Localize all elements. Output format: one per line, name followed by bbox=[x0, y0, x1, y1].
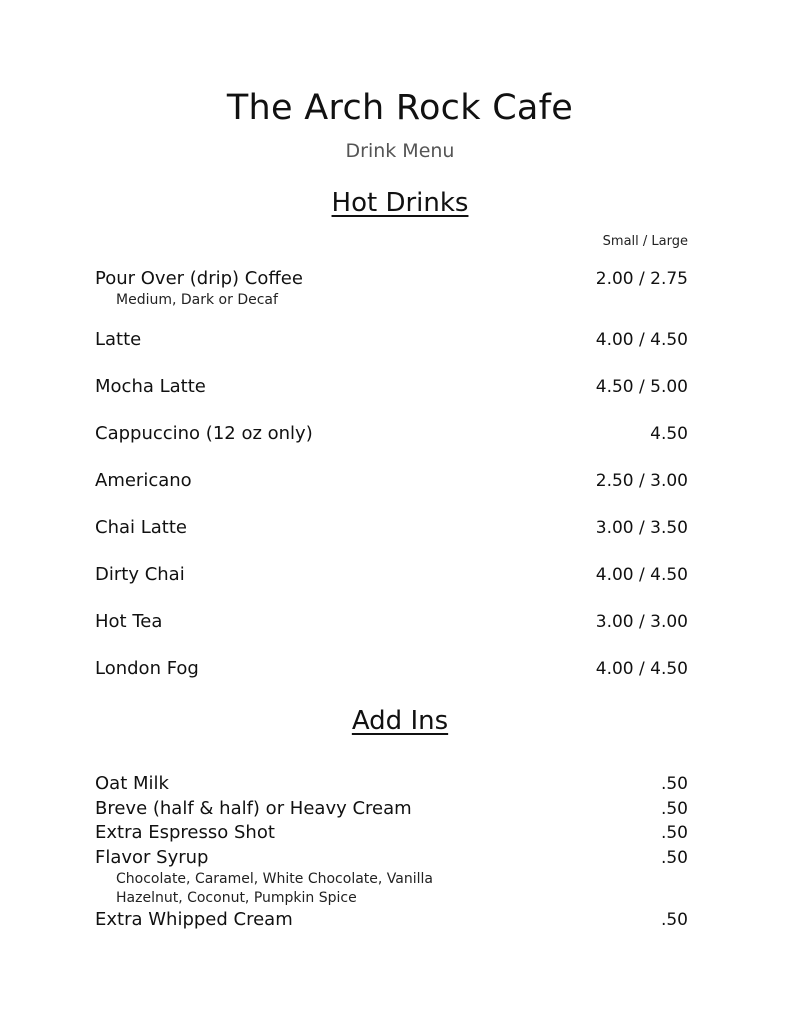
item-name: Chai Latte bbox=[95, 517, 187, 538]
menu-item bbox=[95, 268, 688, 309]
item-note: Chocolate, Caramel, White Chocolate, Vanilla bbox=[116, 871, 433, 887]
item-name: Cappuccino (12 oz only) bbox=[95, 423, 313, 444]
list-item bbox=[95, 846, 688, 909]
item-price: 4.50 bbox=[650, 424, 688, 444]
item-price: .50 bbox=[660, 798, 688, 819]
item-price: .50 bbox=[660, 847, 688, 868]
item-name: Extra Whipped Cream bbox=[95, 909, 293, 930]
menu-item bbox=[95, 376, 688, 397]
menu-item bbox=[95, 329, 688, 350]
item-name: Pour Over (drip) Coffee bbox=[95, 268, 303, 289]
menu-item bbox=[95, 611, 688, 632]
hot-drinks-heading bbox=[0, 188, 800, 218]
add-ins-heading bbox=[0, 706, 800, 736]
list-item bbox=[95, 772, 688, 797]
menu-item bbox=[95, 423, 688, 444]
menu-item bbox=[95, 564, 688, 585]
item-name: Mocha Latte bbox=[95, 376, 206, 397]
item-name: Hot Tea bbox=[95, 611, 163, 632]
item-price: 3.00 / 3.50 bbox=[595, 518, 688, 538]
item-name: Oat Milk bbox=[95, 773, 169, 794]
item-price: 4.00 / 4.50 bbox=[595, 659, 688, 679]
size-column-header: Small / Large bbox=[602, 234, 688, 249]
add-ins-list bbox=[95, 772, 688, 933]
item-name: Dirty Chai bbox=[95, 564, 185, 585]
item-name: Flavor Syrup bbox=[95, 846, 209, 868]
menu-item bbox=[95, 658, 688, 679]
item-note: Hazelnut, Coconut, Pumpkin Spice bbox=[116, 890, 357, 906]
item-price: 4.50 / 5.00 bbox=[595, 377, 688, 397]
item-price: 4.00 / 4.50 bbox=[595, 565, 688, 585]
item-price: 2.00 / 2.75 bbox=[595, 269, 688, 289]
list-item bbox=[95, 908, 688, 933]
item-price: 3.00 / 3.00 bbox=[595, 612, 688, 632]
menu-item bbox=[95, 470, 688, 491]
item-note: Medium, Dark or Decaf bbox=[116, 292, 278, 308]
item-name: London Fog bbox=[95, 658, 199, 679]
item-name: Breve (half & half) or Heavy Cream bbox=[95, 797, 412, 819]
hot-drinks-heading-text: Hot Drinks bbox=[331, 188, 469, 218]
page-subtitle: Drink Menu bbox=[345, 140, 455, 162]
item-price: .50 bbox=[660, 823, 688, 843]
menu-item bbox=[95, 517, 688, 538]
item-name: Extra Espresso Shot bbox=[95, 822, 275, 843]
item-price: 4.00 / 4.50 bbox=[595, 330, 688, 350]
page-title: The Arch Rock Cafe bbox=[226, 88, 574, 128]
item-name: Latte bbox=[95, 329, 142, 350]
item-price: .50 bbox=[660, 910, 688, 930]
item-price: .50 bbox=[660, 774, 688, 794]
list-item bbox=[95, 821, 688, 846]
add-ins-heading-text: Add Ins bbox=[351, 706, 449, 736]
item-name: Americano bbox=[95, 470, 192, 491]
item-price: 2.50 / 3.00 bbox=[595, 471, 688, 491]
list-item bbox=[95, 797, 688, 822]
